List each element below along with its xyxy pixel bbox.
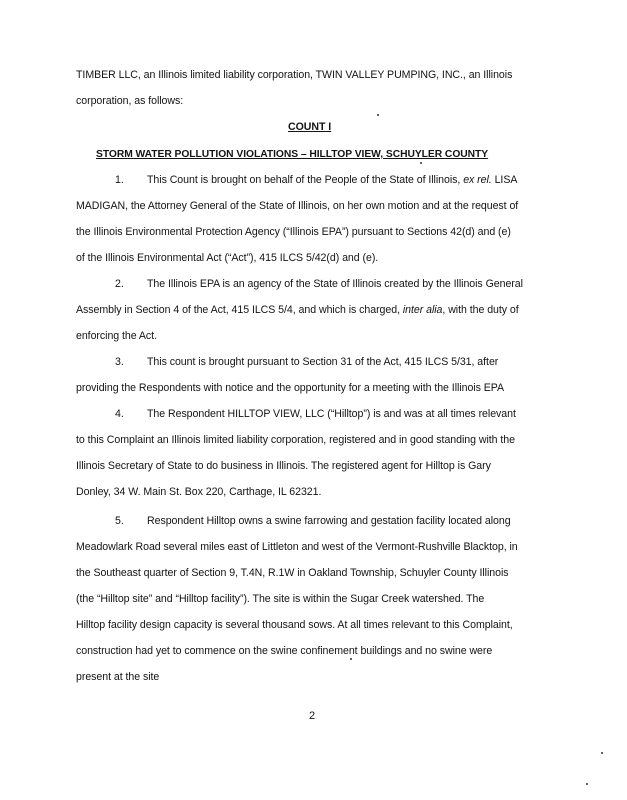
para5-number: 5. <box>115 515 124 527</box>
para2-line-2: Assembly in Section 4 of the Act, 415 ILCS 5/4, and which is charged, inter alia, with the duty of <box>76 304 519 316</box>
para2-number: 2. <box>115 278 124 290</box>
scan-speck <box>377 114 379 116</box>
para5-line-1: Respondent Hilltop owns a swine farrowing and gestation facility located along <box>147 515 511 527</box>
para5-line-3: the Southeast quarter of Section 9, T.4N, R.1W in Oakland Township, Schuyler County Illinois <box>76 567 509 579</box>
scan-speck <box>601 752 603 754</box>
para1-line-3: the Illinois Environmental Protection Agency (“Illinois EPA”) pursuant to Sections 42(d) and (e) <box>76 226 511 238</box>
count-heading: COUNT I <box>288 121 332 133</box>
para1-number: 1. <box>115 174 124 186</box>
para5-line-4: (the “Hilltop site” and “Hilltop facility”). The site is within the Sugar Creek watershed. The <box>76 593 485 605</box>
page-number: 2 <box>309 710 316 722</box>
para5-line-6: construction had yet to commence on the swine confinement buildings and no swine were <box>76 645 493 657</box>
para5-line-5: Hilltop facility design capacity is several thousand sows. At all times relevant to this Complaint, <box>76 619 513 631</box>
para4-line-1: The Respondent HILLTOP VIEW, LLC (“Hilltop”) is and was at all times relevant <box>147 408 516 420</box>
para3-line-2: providing the Respondents with notice and the opportunity for a meeting with the Illinois EPA <box>76 382 504 394</box>
para1-line-4: of the Illinois Environmental Act (“Act”), 415 ILCS 5/42(d) and (e). <box>76 252 379 264</box>
para1-line-2: MADIGAN, the Attorney General of the State of Illinois, on her own motion and at the request of <box>76 200 519 212</box>
para5-line-2: Meadowlark Road several miles east of Littleton and west of the Vermont-Rushville Blacktop, in <box>76 541 518 553</box>
scan-speck <box>586 783 588 785</box>
para2-line-3: enforcing the Act. <box>76 330 157 342</box>
scan-speck <box>420 162 422 164</box>
para2-line-1: The Illinois EPA is an agency of the State of Illinois created by the Illinois General <box>147 278 523 290</box>
para4-number: 4. <box>115 408 124 420</box>
para5-line-7: present at the site <box>76 671 160 683</box>
para1-line-1: This Count is brought on behalf of the People of the State of Illinois, ex rel. LISA <box>147 174 518 186</box>
para3-number: 3. <box>115 356 124 368</box>
section-heading: STORM WATER POLLUTION VIOLATIONS – HILLTOP VIEW, SCHUYLER COUNTY <box>96 149 489 160</box>
para3-line-1: This count is brought pursuant to Section 31 of the Act, 415 ILCS 5/31, after <box>147 356 499 368</box>
para4-line-2: to this Complaint an Illinois limited liability corporation, registered and in good standing with the <box>76 434 515 446</box>
intro-line-1: TIMBER LLC, an Illinois limited liability corporation, TWIN VALLEY PUMPING, INC., an Illinois <box>76 69 513 81</box>
intro-line-2: corporation, as follows: <box>76 95 184 107</box>
scan-speck <box>350 658 352 660</box>
para4-line-3: Illinois Secretary of State to do business in Illinois. The registered agent for Hilltop is Gary <box>76 460 491 472</box>
para4-line-4: Donley, 34 W. Main St. Box 220, Carthage, IL 62321. <box>76 486 322 498</box>
